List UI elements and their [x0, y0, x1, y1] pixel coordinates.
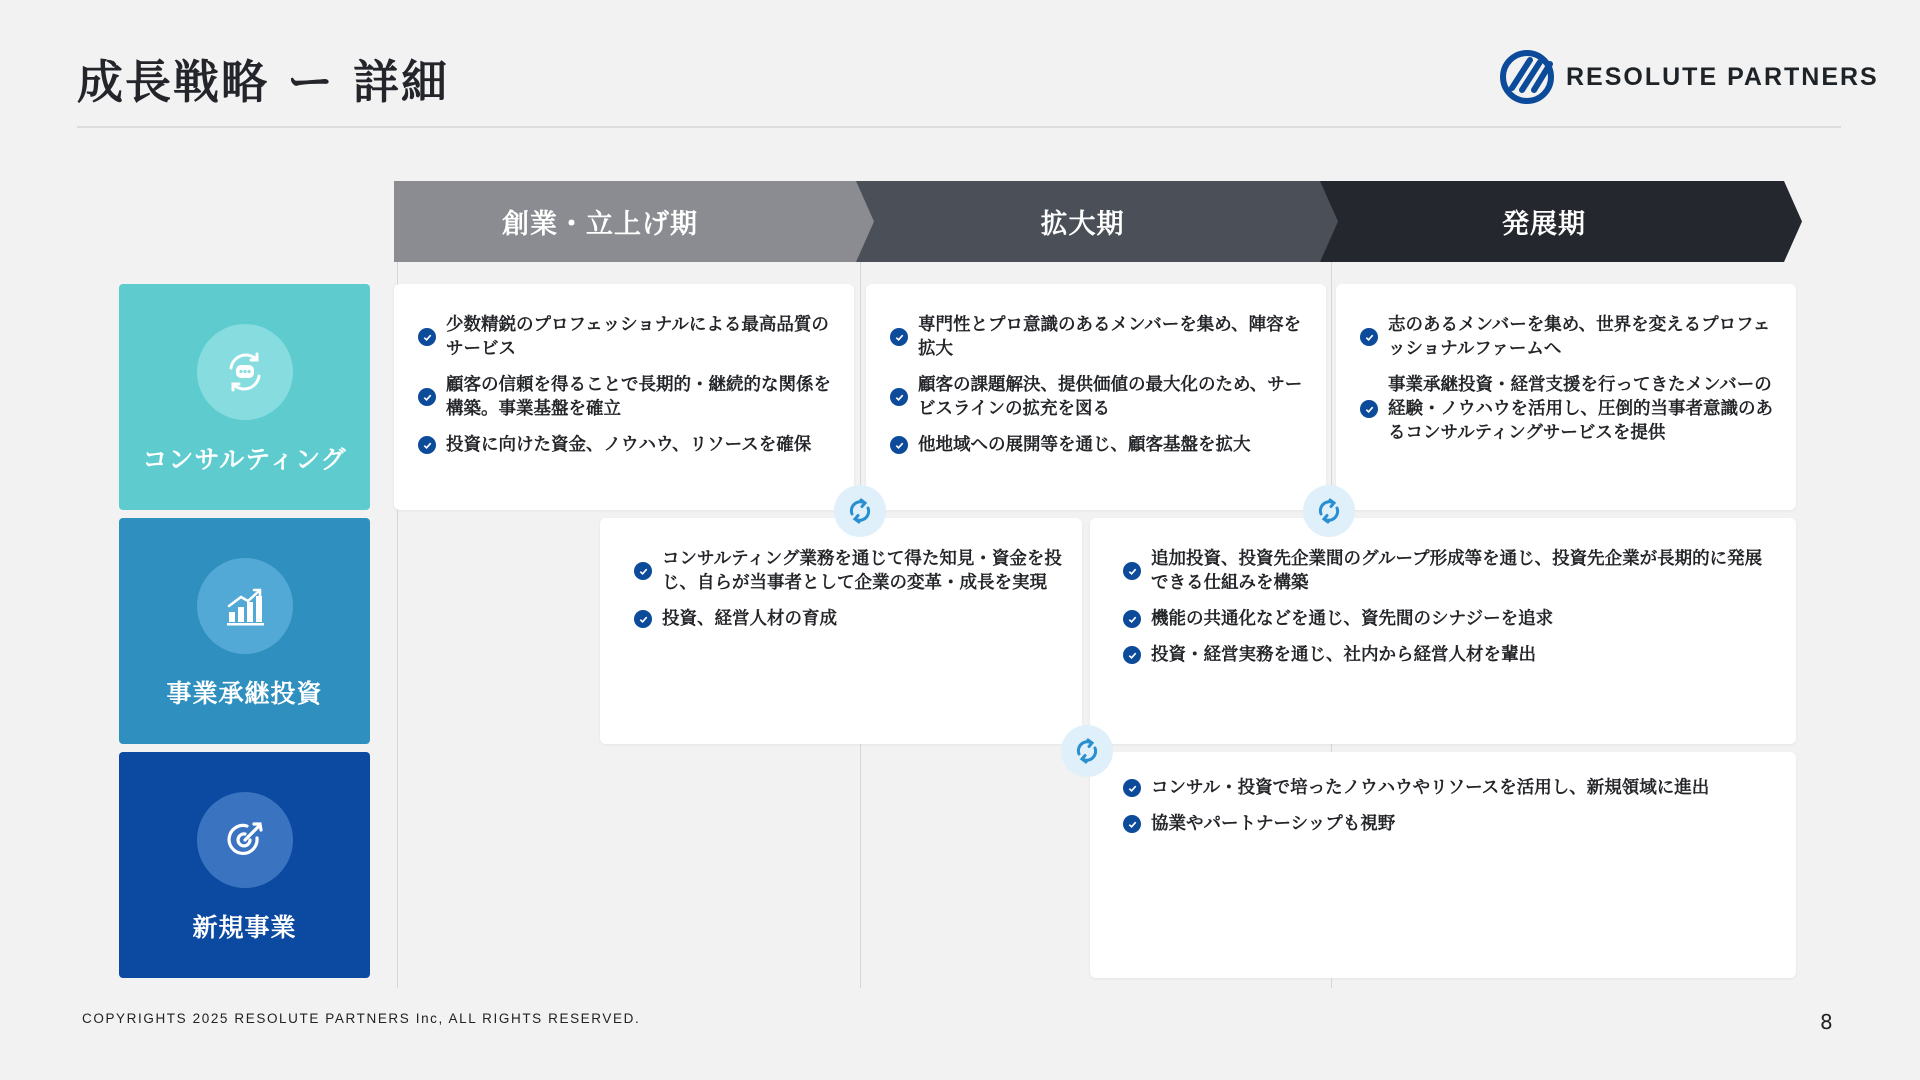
check-icon: [418, 328, 436, 346]
list-item: 少数精鋭のプロフェッショナルによる最高品質のサービス: [418, 313, 834, 361]
list-item: 投資に向けた資金、ノウハウ、リソースを確保: [418, 433, 834, 457]
list-item: 専門性とプロ意識のあるメンバーを集め、陣容を拡大: [890, 313, 1306, 361]
check-icon: [890, 436, 908, 454]
resolute-logo-icon: [1500, 50, 1556, 104]
list-item: 協業やパートナーシップも視野: [1123, 812, 1776, 836]
phase-label: 発展期: [1502, 209, 1586, 240]
category-label: 事業承継投資: [166, 679, 323, 708]
check-icon: [634, 610, 652, 628]
sync-icon: [1061, 725, 1113, 777]
investment-startup-expansion-card: [600, 518, 1082, 744]
consulting-development-card: [1336, 284, 1796, 510]
target-icon: [197, 792, 293, 888]
title-divider: [77, 126, 1841, 128]
list-item: 機能の共通化などを通じ、資先間のシナジーを追求: [1123, 607, 1776, 631]
phase-header-expansion: [856, 181, 1343, 262]
chat-sync-icon: [197, 324, 293, 420]
sync-icon: [1303, 485, 1355, 537]
category-consulting: [119, 284, 370, 510]
logo-text: RESOLUTE PARTNERS: [1566, 62, 1879, 91]
phase-header-startup: [394, 181, 878, 262]
consulting-startup-card: [394, 284, 854, 510]
investment-expansion-development-card: [1090, 518, 1796, 744]
phase-header-development: [1320, 181, 1802, 262]
check-icon: [1123, 779, 1141, 797]
check-icon: [1123, 562, 1141, 580]
consulting-expansion-card: [866, 284, 1326, 510]
phase-label: 創業・立上げ期: [502, 209, 698, 240]
category-new-business: [119, 752, 370, 978]
copyright-footer: COPYRIGHTS 2025 RESOLUTE PARTNERS Inc, ALL RIGHTS RESERVED.: [82, 1011, 641, 1026]
list-item: 投資、経営人材の育成: [634, 607, 1062, 631]
list-item: 追加投資、投資先企業間のグループ形成等を通じ、投資先企業が長期的に発展できる仕組みを構築: [1123, 547, 1776, 595]
company-logo: [1500, 50, 1879, 104]
list-item: 他地域への展開等を通じ、顧客基盤を拡大: [890, 433, 1306, 457]
category-succession-investment: [119, 518, 370, 744]
new-business-card: [1090, 752, 1796, 978]
check-icon: [1123, 646, 1141, 664]
category-label: 新規事業: [192, 913, 297, 942]
check-icon: [418, 436, 436, 454]
check-icon: [1360, 400, 1378, 418]
check-icon: [418, 388, 436, 406]
list-item: 事業承継投資・経営支援を行ってきたメンバーの経験・ノウハウを活用し、圧倒的当事者意識のあるコンサルティングサービスを提供: [1360, 373, 1776, 445]
list-item: 顧客の課題解決、提供価値の最大化のため、サービスラインの拡充を図る: [890, 373, 1306, 421]
check-icon: [1123, 610, 1141, 628]
check-icon: [890, 328, 908, 346]
list-item: コンサル・投資で培ったノウハウやリソースを活用し、新規領域に進出: [1123, 776, 1776, 800]
category-label: コンサルティング: [142, 445, 347, 474]
list-item: 顧客の信頼を得ることで長期的・継続的な関係を構築。事業基盤を確立: [418, 373, 834, 421]
check-icon: [634, 562, 652, 580]
list-item: コンサルティング業務を通じて得た知見・資金を投じ、自らが当事者として企業の変革・成長を実現: [634, 547, 1062, 595]
page-title: 成長戦略 ー 詳細: [77, 55, 450, 109]
bar-chart-growth-icon: [197, 558, 293, 654]
list-item: 志のあるメンバーを集め、世界を変えるプロフェッショナルファームへ: [1360, 313, 1776, 361]
check-icon: [890, 388, 908, 406]
sync-icon: [834, 485, 886, 537]
phase-label: 拡大期: [1040, 209, 1125, 240]
page-number: 8: [1820, 1010, 1833, 1034]
list-item: 投資・経営実務を通じ、社内から経営人材を輩出: [1123, 643, 1776, 667]
check-icon: [1360, 328, 1378, 346]
check-icon: [1123, 815, 1141, 833]
